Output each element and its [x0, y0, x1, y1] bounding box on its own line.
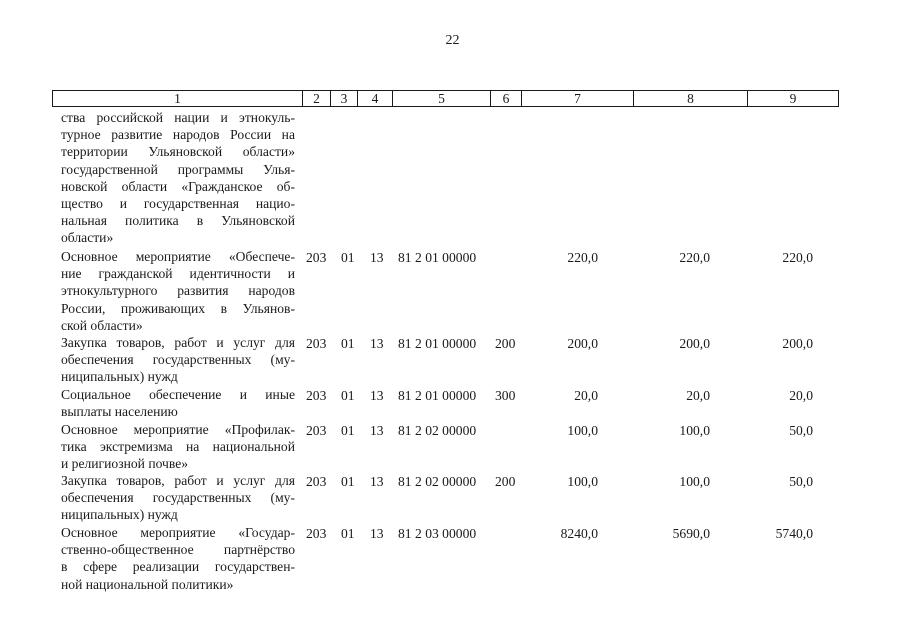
column-header-4: 4 — [358, 91, 393, 106]
description-line: тика экстремизма на национальной — [61, 439, 295, 455]
description-line: обеспечения государственных (му- — [61, 352, 295, 368]
column-header-2: 2 — [303, 91, 331, 106]
row-description — [61, 472, 295, 524]
column-header-3: 3 — [331, 91, 358, 106]
cell-col3: 01 — [341, 250, 355, 265]
cell-col4: 13 — [370, 388, 384, 403]
description-line: территории Ульяновской области» — [61, 144, 295, 160]
cell-col6: 200 — [495, 474, 516, 489]
description-line: выплаты населению — [61, 404, 178, 420]
row-description — [61, 248, 295, 334]
description-line: Закупка товаров, работ и услуг для — [61, 473, 295, 488]
cell-col2: 203 — [306, 250, 327, 265]
cell-col2: 203 — [306, 474, 327, 489]
description-line: ства российской нации и этнокуль- — [61, 110, 295, 125]
row-description — [61, 421, 295, 473]
row-description — [61, 386, 295, 420]
cell-col6: 200 — [495, 336, 516, 351]
cell-col8: 20,0 — [686, 388, 710, 403]
cell-col6: 300 — [495, 388, 516, 403]
description-line: турное развитие народов России на — [61, 127, 295, 143]
cell-col9: 5740,0 — [775, 526, 813, 541]
cell-col9: 200,0 — [782, 336, 813, 351]
cell-col2: 203 — [306, 423, 327, 438]
cell-col5: 81 2 03 00000 — [398, 526, 477, 541]
description-line: ской области» — [61, 317, 143, 333]
cell-col8: 200,0 — [679, 336, 710, 351]
cell-col2: 203 — [306, 388, 327, 403]
description-line: щество и государственная нацио- — [61, 196, 295, 212]
cell-col7: 20,0 — [574, 388, 598, 403]
cell-col8: 5690,0 — [672, 526, 710, 541]
row-description — [61, 524, 295, 593]
cell-col9: 20,0 — [789, 388, 813, 403]
cell-col8: 220,0 — [679, 250, 710, 265]
description-line: этнокультурного развития народов — [61, 283, 295, 299]
cell-col7: 220,0 — [567, 250, 598, 265]
description-line: области» — [61, 230, 114, 246]
description-line: Социальное обеспечение и иные — [61, 387, 295, 402]
cell-col7: 100,0 — [567, 474, 598, 489]
column-header-8: 8 — [634, 91, 748, 106]
cell-col9: 50,0 — [789, 474, 813, 489]
description-line: ниципальных) нужд — [61, 507, 178, 523]
cell-col5: 81 2 01 00000 — [398, 336, 477, 351]
cell-col5: 81 2 01 00000 — [398, 250, 477, 265]
column-header-5: 5 — [393, 91, 491, 106]
description-line: ственно-общественное партнёрство — [61, 542, 295, 558]
description-line: Основное мероприятие «Профилак- — [61, 422, 295, 437]
cell-col9: 50,0 — [789, 423, 813, 438]
description-line: обеспечения государственных (му- — [61, 490, 295, 506]
description-line: новской области «Гражданское об- — [61, 178, 295, 194]
column-header-6: 6 — [491, 91, 522, 106]
cell-col5: 81 2 01 00000 — [398, 388, 477, 403]
description-line: и религиозной почве» — [61, 456, 189, 472]
cell-col5: 81 2 02 00000 — [398, 474, 477, 489]
cell-col4: 13 — [370, 250, 384, 265]
column-header-1: 1 — [53, 91, 303, 106]
cell-col3: 01 — [341, 526, 355, 541]
column-header-7: 7 — [522, 91, 634, 106]
cell-col5: 81 2 02 00000 — [398, 423, 477, 438]
cell-col7: 200,0 — [567, 336, 598, 351]
description-line: государственной программы Улья- — [61, 161, 295, 177]
cell-col4: 13 — [370, 336, 384, 351]
cell-col2: 203 — [306, 526, 327, 541]
cell-col8: 100,0 — [679, 474, 710, 489]
page-number: 22 — [445, 33, 460, 48]
cell-col7: 8240,0 — [560, 526, 598, 541]
description-line: ниципальных) нужд — [61, 369, 178, 385]
cell-col3: 01 — [341, 388, 355, 403]
cell-col3: 01 — [341, 336, 355, 351]
cell-col2: 203 — [306, 336, 327, 351]
cell-col3: 01 — [341, 423, 355, 438]
table-header-row — [52, 90, 839, 107]
cell-col7: 100,0 — [567, 423, 598, 438]
description-line: Закупка товаров, работ и услуг для — [61, 335, 295, 350]
description-line: России, проживающих в Ульянов- — [61, 300, 295, 316]
row-description — [61, 334, 295, 386]
cell-col4: 13 — [370, 526, 384, 541]
description-line: Основное мероприятие «Обеспече- — [61, 249, 295, 264]
column-header-9: 9 — [789, 91, 797, 106]
row-description — [61, 109, 295, 247]
cell-col3: 01 — [341, 474, 355, 489]
cell-col4: 13 — [370, 423, 384, 438]
cell-col9: 220,0 — [782, 250, 813, 265]
description-line: ние гражданской идентичности и — [61, 266, 295, 282]
cell-col8: 100,0 — [679, 423, 710, 438]
description-line: ной национальной политики» — [61, 576, 234, 592]
description-line: в сфере реализации государствен- — [61, 559, 295, 575]
description-line: нальная политика в Ульяновской — [61, 213, 295, 229]
cell-col4: 13 — [370, 474, 384, 489]
description-line: Основное мероприятие «Государ- — [61, 525, 295, 540]
